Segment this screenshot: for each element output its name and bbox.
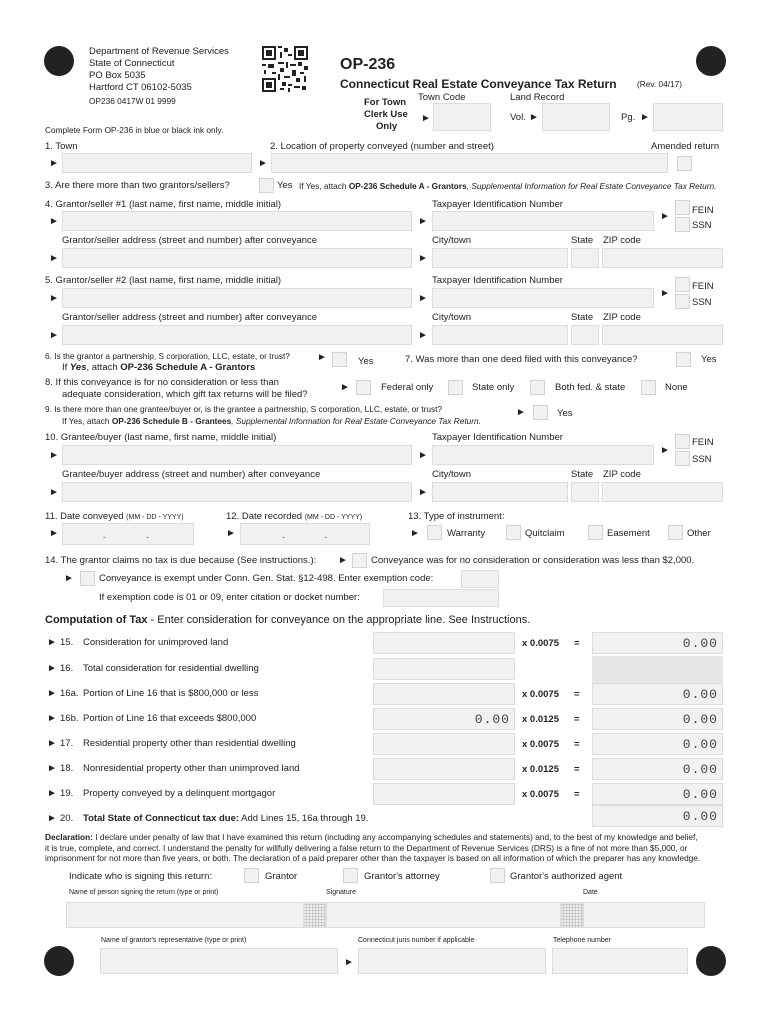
computation-row [0, 755, 770, 781]
seller1-ssn-label: SSN [692, 220, 712, 231]
declaration-line-3: imprisonment for not more than five years, or both. The declaration of a paid preparer other than the taxpayer is based on all information of which the preparer has any knowledge. [45, 853, 701, 863]
signer-agent-checkbox[interactable] [490, 868, 505, 883]
ink-instruction: Complete Form OP-236 in blue or black ink only. [45, 125, 224, 135]
arrow-icon: ► [529, 112, 539, 123]
buyer-fein-checkbox[interactable] [675, 434, 690, 449]
seller2-ssn-checkbox[interactable] [675, 294, 690, 309]
line-number: 16b. [60, 713, 79, 724]
arrow-icon: ► [49, 330, 59, 341]
town-label: 1. Town [45, 141, 78, 152]
land-record-label: Land Record [510, 92, 565, 103]
arrow-icon: ► [47, 788, 57, 799]
amount-field[interactable] [373, 632, 515, 654]
seller2-zip-label: ZIP code [603, 312, 641, 323]
vol-field[interactable] [542, 103, 610, 131]
federal-only-checkbox[interactable] [356, 380, 371, 395]
arrow-icon: ► [338, 555, 348, 566]
date-sep: - [282, 532, 286, 543]
line8-question-1: 8. If this conveyance is for no consideration or less than [45, 377, 279, 388]
line-label: Consideration for unimproved land [83, 637, 229, 648]
computation-row [0, 655, 770, 681]
date-conveyed-label: 11. Date conveyed (MM - DD - YYYY) [45, 511, 184, 522]
seller1-tin-label: Taxpayer Identification Number [432, 199, 563, 210]
amended-label: Amended return [651, 141, 720, 152]
seller1-tin-field[interactable] [432, 211, 654, 231]
dept-line-4: Hartford CT 06102-5035 [89, 82, 192, 93]
line3-question: 3. Are there more than two grantors/sellers? [45, 180, 230, 191]
signer-grantor-checkbox[interactable] [244, 868, 259, 883]
amount-field[interactable] [373, 758, 515, 780]
line9-yes-checkbox[interactable] [533, 405, 548, 420]
location-field[interactable] [271, 153, 668, 173]
town-field[interactable] [62, 153, 252, 173]
instrument-type-label: 13. Type of instrument: [408, 511, 505, 522]
quitclaim-checkbox[interactable] [506, 525, 521, 540]
line-label: Total State of Connecticut tax due: Add Lines 15, 16a through 19. [83, 813, 369, 824]
declaration-line-2: it is true, complete, and correct. I understand the penalty for willfully delivering a false return to the Department of Revenue Services (DRS) is a fine of not more than $5,000, or [45, 843, 688, 853]
computation-row [0, 705, 770, 731]
buyer-name-label: 10. Grantee/buyer (last name, first name, middle initial) [45, 432, 277, 443]
line14-opt3-label: If exemption code is 01 or 09, enter citation or docket number: [99, 592, 360, 603]
rep-name-field[interactable] [100, 948, 338, 974]
signature-field[interactable] [326, 902, 561, 928]
arrow-icon: ► [64, 573, 74, 584]
line-label: Residential property other than residential dwelling [83, 738, 296, 749]
state-only-label: State only [472, 382, 515, 393]
line-label: Property conveyed by a delinquent mortgagor [83, 788, 276, 799]
seller2-tin-label: Taxpayer Identification Number [432, 275, 563, 286]
result-field[interactable]: 0.00 [592, 783, 723, 805]
date-conveyed-field[interactable] [62, 523, 194, 545]
rate: x 0.0075 [522, 689, 559, 700]
line3-yes-label: Yes [277, 180, 293, 191]
arrow-icon: ► [660, 445, 670, 456]
line6-yes-checkbox[interactable] [332, 352, 347, 367]
other-checkbox[interactable] [668, 525, 683, 540]
arrow-icon: ► [47, 813, 57, 824]
buyer-city-label: City/town [432, 469, 472, 480]
arrow-icon: ► [418, 330, 428, 341]
result-field[interactable]: 0.00 [592, 708, 723, 730]
buyer-zip-label: ZIP code [603, 469, 641, 480]
buyer-addr-label: Grantee/buyer address (street and number) after conveyance [62, 469, 321, 480]
signer-attorney-checkbox[interactable] [343, 868, 358, 883]
date-field[interactable] [583, 902, 705, 928]
seller2-addr-field[interactable] [62, 325, 412, 345]
date-recorded-field[interactable] [240, 523, 370, 545]
seller1-addr-label: Grantor/seller address (street and number) after conveyance [62, 235, 318, 246]
result-field[interactable]: 0.00 [592, 683, 723, 705]
line-label: Portion of Line 16 that is $800,000 or less [83, 688, 259, 699]
signature-marker [561, 902, 583, 928]
seller1-city-label: City/town [432, 235, 472, 246]
quitclaim-label: Quitclaim [525, 528, 565, 539]
amount-field[interactable] [373, 733, 515, 755]
seller2-tin-field[interactable] [432, 288, 654, 308]
buyer-state-label: State [571, 469, 594, 480]
arrow-icon: ► [49, 487, 59, 498]
line-label: Total consideration for residential dwelling [83, 663, 259, 674]
computation-row [0, 630, 770, 656]
amended-checkbox[interactable] [677, 156, 692, 171]
line-label: Nonresidential property other than unimproved land [83, 763, 300, 774]
arrow-icon: ► [410, 528, 420, 539]
seller1-fein-label: FEIN [692, 205, 714, 216]
seller2-zip-field[interactable] [602, 325, 723, 345]
line8-question-2: adequate consideration, which gift tax returns will be filed? [62, 389, 308, 400]
arrow-icon: ► [418, 216, 428, 227]
seller2-addr-label: Grantor/seller address (street and number) after conveyance [62, 312, 318, 323]
arrow-icon: ► [344, 957, 354, 968]
arrow-icon: ► [47, 663, 57, 674]
seller2-state-label: State [571, 312, 594, 323]
arrow-icon: ► [47, 688, 57, 699]
juris-field[interactable] [358, 948, 546, 974]
line9-note: If Yes, attach OP-236 Schedule B - Grantees, Supplemental Information for Real Estate Conveyance Tax Return. [62, 416, 481, 426]
arrow-icon: ► [47, 637, 57, 648]
computation-heading: Computation of Tax - Enter consideration for conveyance on the appropriate line. See Instructions. [45, 614, 531, 626]
seller1-state-field[interactable] [571, 248, 599, 268]
registration-mark-bottom-left [44, 946, 74, 976]
arrow-icon: ► [49, 158, 59, 169]
signer-name-marker [304, 902, 326, 928]
pg-label: Pg. [621, 112, 636, 123]
town-clerk-1: For Town [364, 97, 407, 108]
exemption-code-field[interactable] [461, 570, 499, 588]
computation-row [0, 730, 770, 756]
rate: x 0.0075 [522, 789, 559, 800]
arrow-icon: ► [660, 211, 670, 222]
town-code-label: Town Code [418, 92, 466, 103]
signer-indicate-label: Indicate who is signing this return: [69, 871, 213, 882]
location-label: 2. Location of property conveyed (number and street) [270, 141, 494, 152]
line-number: 15. [60, 637, 74, 648]
pg-field[interactable] [653, 103, 723, 131]
line6-note: If Yes, attach OP-236 Schedule A - Grantors [62, 362, 256, 373]
amount-field[interactable] [373, 783, 515, 805]
line14-opt1-label: Conveyance was for no consideration or consideration was less than $2,000. [371, 555, 695, 566]
seller1-addr-field[interactable] [62, 248, 412, 268]
qr-code [262, 46, 308, 92]
line9-question: 9. Is there more than one grantee/buyer or, is the grantee a partnership, S corporation, LLC, estate, or trust? [45, 404, 443, 414]
equals: = [574, 689, 580, 700]
arrow-icon: ► [49, 253, 59, 264]
result-field[interactable]: 0.00 [592, 758, 723, 780]
signer-attorney-label: Grantor's attorney [364, 871, 440, 882]
date-sep: - [146, 532, 150, 543]
seller1-city-field[interactable] [432, 248, 568, 268]
line3-yes-checkbox[interactable] [259, 178, 274, 193]
date-label: Date [583, 889, 598, 896]
arrow-icon: ► [340, 382, 350, 393]
buyer-state-field[interactable] [571, 482, 599, 502]
line14-opt2-label: Conveyance is exempt under Conn. Gen. Stat. §12-498. Enter exemption code: [99, 573, 434, 584]
town-clerk-3: Only [376, 121, 398, 132]
seller2-state-field[interactable] [571, 325, 599, 345]
form-code: OP236 0417W 01 9999 [89, 96, 176, 106]
line14-opt1-checkbox[interactable] [352, 553, 367, 568]
warranty-label: Warranty [447, 528, 486, 539]
arrow-icon: ► [640, 112, 650, 123]
date-recorded-label: 12. Date recorded (MM - DD - YYYY) [226, 511, 363, 522]
citation-field[interactable] [383, 589, 499, 607]
amount-field[interactable]: 0.00 [373, 708, 515, 730]
total-field[interactable]: 0.00 [592, 805, 723, 827]
seller2-fein-checkbox[interactable] [675, 277, 690, 292]
federal-only-label: Federal only [381, 382, 434, 393]
computation-row-total [0, 805, 770, 829]
signature-label: Signature [326, 889, 356, 896]
seller1-name-field[interactable] [62, 211, 412, 231]
registration-mark-top-left [44, 46, 74, 76]
line-number: 17. [60, 738, 74, 749]
seller1-zip-label: ZIP code [603, 235, 641, 246]
signer-grantor-label: Grantor [265, 871, 298, 882]
line6-yes-label: Yes [358, 356, 374, 367]
buyer-name-field[interactable] [62, 445, 412, 465]
equals: = [574, 739, 580, 750]
rate: x 0.0075 [522, 638, 559, 649]
arrow-icon: ► [49, 528, 59, 539]
dept-line-2: State of Connecticut [89, 58, 175, 69]
arrow-icon: ► [516, 407, 526, 418]
line-number: 16a. [60, 688, 79, 699]
result-field[interactable]: 0.00 [592, 733, 723, 755]
none-label: None [665, 382, 688, 393]
line-label: Portion of Line 16 that exceeds $800,000 [83, 713, 257, 724]
town-clerk-2: Clerk Use [364, 109, 408, 120]
arrow-icon: ► [421, 113, 431, 124]
declaration-line-1: Declaration: I declare under penalty of law that I have examined this return (including any accompanying schedules and statements) and, to the best of my knowledge and belief, [45, 832, 698, 842]
amount-field[interactable] [373, 658, 515, 680]
form-title: Connecticut Real Estate Conveyance Tax Return [340, 77, 617, 91]
phone-label: Telephone number [553, 937, 611, 944]
result-field[interactable]: 0.00 [592, 632, 723, 654]
line-number: 20. [60, 813, 74, 824]
amount-field[interactable] [373, 683, 515, 705]
equals: = [574, 638, 580, 649]
seller1-zip-field[interactable] [602, 248, 723, 268]
buyer-ssn-label: SSN [692, 454, 712, 465]
signer-agent-label: Grantor's authorized agent [510, 871, 623, 882]
rate: x 0.0075 [522, 739, 559, 750]
seller2-city-field[interactable] [432, 325, 568, 345]
form-number: OP-236 [340, 56, 396, 73]
computation-row [0, 680, 770, 706]
rate: x 0.0125 [522, 764, 559, 775]
arrow-icon: ► [317, 352, 327, 363]
buyer-tin-label: Taxpayer Identification Number [432, 432, 563, 443]
buyer-addr-field[interactable] [62, 482, 412, 502]
none-checkbox[interactable] [641, 380, 656, 395]
line-number: 16. [60, 663, 74, 674]
line3-note: If Yes, attach OP-236 Schedule A - Grantors, Supplemental Information for Real Estate Conveyance Tax Return. [299, 181, 717, 191]
juris-label: Connecticut juris number if applicable [358, 937, 475, 944]
equals: = [574, 714, 580, 725]
warranty-checkbox[interactable] [427, 525, 442, 540]
arrow-icon: ► [258, 158, 268, 169]
vol-label: Vol. [510, 112, 526, 123]
seller1-name-label: 4. Grantor/seller #1 (last name, first name, middle initial) [45, 199, 282, 210]
easement-checkbox[interactable] [588, 525, 603, 540]
arrow-icon: ► [226, 528, 236, 539]
arrow-icon: ► [49, 293, 59, 304]
both-checkbox[interactable] [530, 380, 545, 395]
easement-label: Easement [607, 528, 650, 539]
line-number: 18. [60, 763, 74, 774]
line14-opt2-checkbox[interactable] [80, 571, 95, 586]
buyer-city-field[interactable] [432, 482, 568, 502]
dept-line-1: Department of Revenue Services [89, 46, 229, 57]
buyer-ssn-checkbox[interactable] [675, 451, 690, 466]
dept-line-3: PO Box 5035 [89, 70, 146, 81]
line7-yes-checkbox[interactable] [676, 352, 691, 367]
arrow-icon: ► [418, 487, 428, 498]
arrow-icon: ► [418, 293, 428, 304]
phone-field[interactable] [552, 948, 688, 974]
seller1-ssn-checkbox[interactable] [675, 217, 690, 232]
town-code-field[interactable] [433, 103, 491, 131]
registration-mark-bottom-right [696, 946, 726, 976]
line7-question: 7. Was more than one deed filed with this conveyance? [405, 354, 638, 365]
arrow-icon: ► [49, 216, 59, 227]
arrow-icon: ► [660, 288, 670, 299]
registration-mark-top-right [696, 46, 726, 76]
seller2-ssn-label: SSN [692, 297, 712, 308]
equals: = [574, 764, 580, 775]
line14-question: 14. The grantor claims no tax is due because (See instructions.): [45, 555, 317, 566]
arrow-icon: ► [47, 763, 57, 774]
arrow-icon: ► [47, 713, 57, 724]
seller2-name-field[interactable] [62, 288, 412, 308]
rate: x 0.0125 [522, 714, 559, 725]
buyer-fein-label: FEIN [692, 437, 714, 448]
seller2-city-label: City/town [432, 312, 472, 323]
seller2-fein-label: FEIN [692, 281, 714, 292]
arrow-icon: ► [49, 450, 59, 461]
line7-yes-label: Yes [701, 354, 717, 365]
arrow-icon: ► [418, 450, 428, 461]
date-sep: - [103, 532, 107, 543]
seller1-fein-checkbox[interactable] [675, 200, 690, 215]
date-sep: - [324, 532, 328, 543]
buyer-tin-field[interactable] [432, 445, 654, 465]
signer-name-field[interactable] [66, 902, 304, 928]
state-only-checkbox[interactable] [448, 380, 463, 395]
seller1-state-label: State [571, 235, 594, 246]
revision: (Rev. 04/17) [637, 79, 683, 89]
rep-name-label: Name of grantor's representative (type or print) [101, 937, 247, 944]
computation-row [0, 780, 770, 806]
arrow-icon: ► [418, 253, 428, 264]
signer-name-label: Name of person signing the return (type or print) [69, 889, 219, 896]
line-number: 19. [60, 788, 74, 799]
other-label: Other [687, 528, 711, 539]
equals: = [574, 789, 580, 800]
line9-yes-label: Yes [557, 408, 573, 419]
both-label: Both fed. & state [555, 382, 626, 393]
arrow-icon: ► [47, 738, 57, 749]
line6-question: 6. Is the grantor a partnership, S corporation, LLC, estate, or trust? [45, 351, 290, 361]
buyer-zip-field[interactable] [602, 482, 723, 502]
seller2-name-label: 5. Grantor/seller #2 (last name, first name, middle initial) [45, 275, 282, 286]
